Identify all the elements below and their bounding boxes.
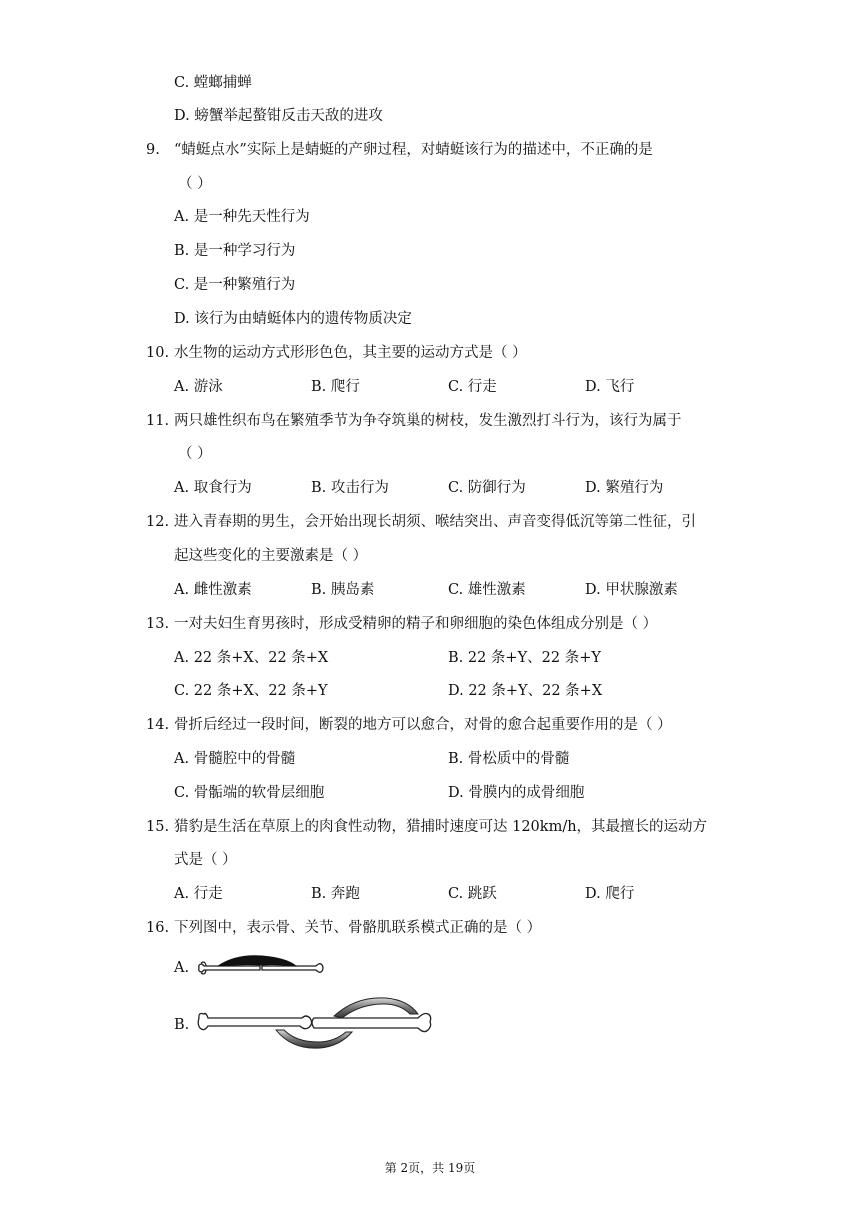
q14-option-b: B. 骨松质中的骨髓	[448, 751, 570, 767]
page-footer: 第 2页，共 19页	[384, 1161, 476, 1175]
q9-option-c: C. 是一种繁殖行为	[174, 277, 296, 293]
q11-blank: （ ）	[178, 446, 212, 462]
q16-stem: 下列图中，表示骨、关节、骨骼肌联系模式正确的是（ ）	[174, 920, 542, 936]
q10-stem: 水生物的运动方式形形色色，其主要的运动方式是（ ）	[174, 345, 527, 361]
q11-number: 11.	[146, 413, 170, 429]
q9-blank: （ ）	[178, 176, 212, 192]
q12-option-a: A. 雌性激素	[174, 582, 252, 598]
q15-stem-line1: 猎豹是生活在草原上的肉食性动物，猎捕时速度可达 120km/h，其最擅长的运动方	[174, 819, 708, 835]
q9-number: 9.	[146, 142, 160, 158]
q14-option-c: C. 骨骺端的软骨层细胞	[174, 785, 325, 801]
q14-number: 14.	[146, 717, 170, 733]
q13-number: 13.	[146, 616, 170, 632]
q14-option-d: D. 骨膜内的成骨细胞	[448, 785, 585, 801]
q15-option-b: B. 奔跑	[311, 886, 360, 902]
q9-option-b: B. 是一种学习行为	[174, 243, 296, 259]
q11-option-d: D. 繁殖行为	[585, 480, 664, 496]
q16-option-b-label: B.	[174, 1017, 190, 1033]
q14-stem: 骨折后经过一段时间，断裂的地方可以愈合，对骨的愈合起重要作用的是（ ）	[174, 717, 672, 733]
q11-option-b: B. 攻击行为	[311, 480, 389, 496]
q15-option-c: C. 跳跃	[448, 886, 497, 902]
q15-option-d: D. 爬行	[585, 886, 635, 902]
q12-number: 12.	[146, 514, 170, 530]
q15-option-a: A. 行走	[174, 886, 223, 902]
bone-diagram-b	[196, 992, 436, 1056]
q13-option-a: A. 22 条+X、22 条+X	[174, 650, 329, 666]
q12-stem-line2: 起这些变化的主要激素是（ ）	[174, 548, 368, 564]
q15-stem-line2: 式是（ ）	[174, 852, 237, 868]
q12-option-d: D. 甲状腺激素	[585, 582, 678, 598]
q13-option-c: C. 22 条+X、22 条+Y	[174, 683, 328, 699]
q12-stem-line1: 进入青春期的男生，会开始出现长胡须、喉结突出、声音变得低沉等第二性征，引	[174, 514, 696, 530]
q13-stem: 一对夫妇生育男孩时，形成受精卵的精子和卵细胞的染色体组成分别是（ ）	[174, 616, 658, 632]
q16-option-a-label: A.	[174, 960, 190, 976]
q12-option-c: C. 雄性激素	[448, 582, 526, 598]
q10-option-c: C. 行走	[448, 379, 497, 395]
q14-option-a: A. 骨髓腔中的骨髓	[174, 751, 296, 767]
q13-option-d: D. 22 条+Y、22 条+X	[448, 683, 603, 699]
q9-option-a: A. 是一种先天性行为	[174, 209, 310, 225]
q9-option-d: D. 该行为由蜻蜓体内的遗传物质决定	[174, 311, 412, 327]
q9-stem: “蜻蜓点水”实际上是蜻蜓的产卵过程，对蜻蜓该行为的描述中，不正确的是	[174, 142, 653, 158]
q11-stem: 两只雄性织布鸟在繁殖季节为争夺筑巢的树枝，发生激烈打斗行为，该行为属于	[174, 413, 682, 429]
q10-option-a: A. 游泳	[174, 379, 223, 395]
q10-option-b: B. 爬行	[311, 379, 360, 395]
q11-option-c: C. 防御行为	[448, 480, 526, 496]
q12-option-b: B. 胰岛素	[311, 582, 375, 598]
q11-option-a: A. 取食行为	[174, 480, 252, 496]
q15-number: 15.	[146, 819, 170, 835]
bone-diagram-a	[196, 950, 326, 986]
q10-option-d: D. 飞行	[585, 379, 635, 395]
q10-number: 10.	[146, 345, 170, 361]
q8-option-c: C. 螳螂捕蝉	[174, 75, 252, 91]
q8-option-d: D. 螃蟹举起螯钳反击天敌的进攻	[174, 108, 383, 124]
q16-number: 16.	[146, 920, 170, 936]
q13-option-b: B. 22 条+Y、22 条+Y	[448, 650, 601, 666]
